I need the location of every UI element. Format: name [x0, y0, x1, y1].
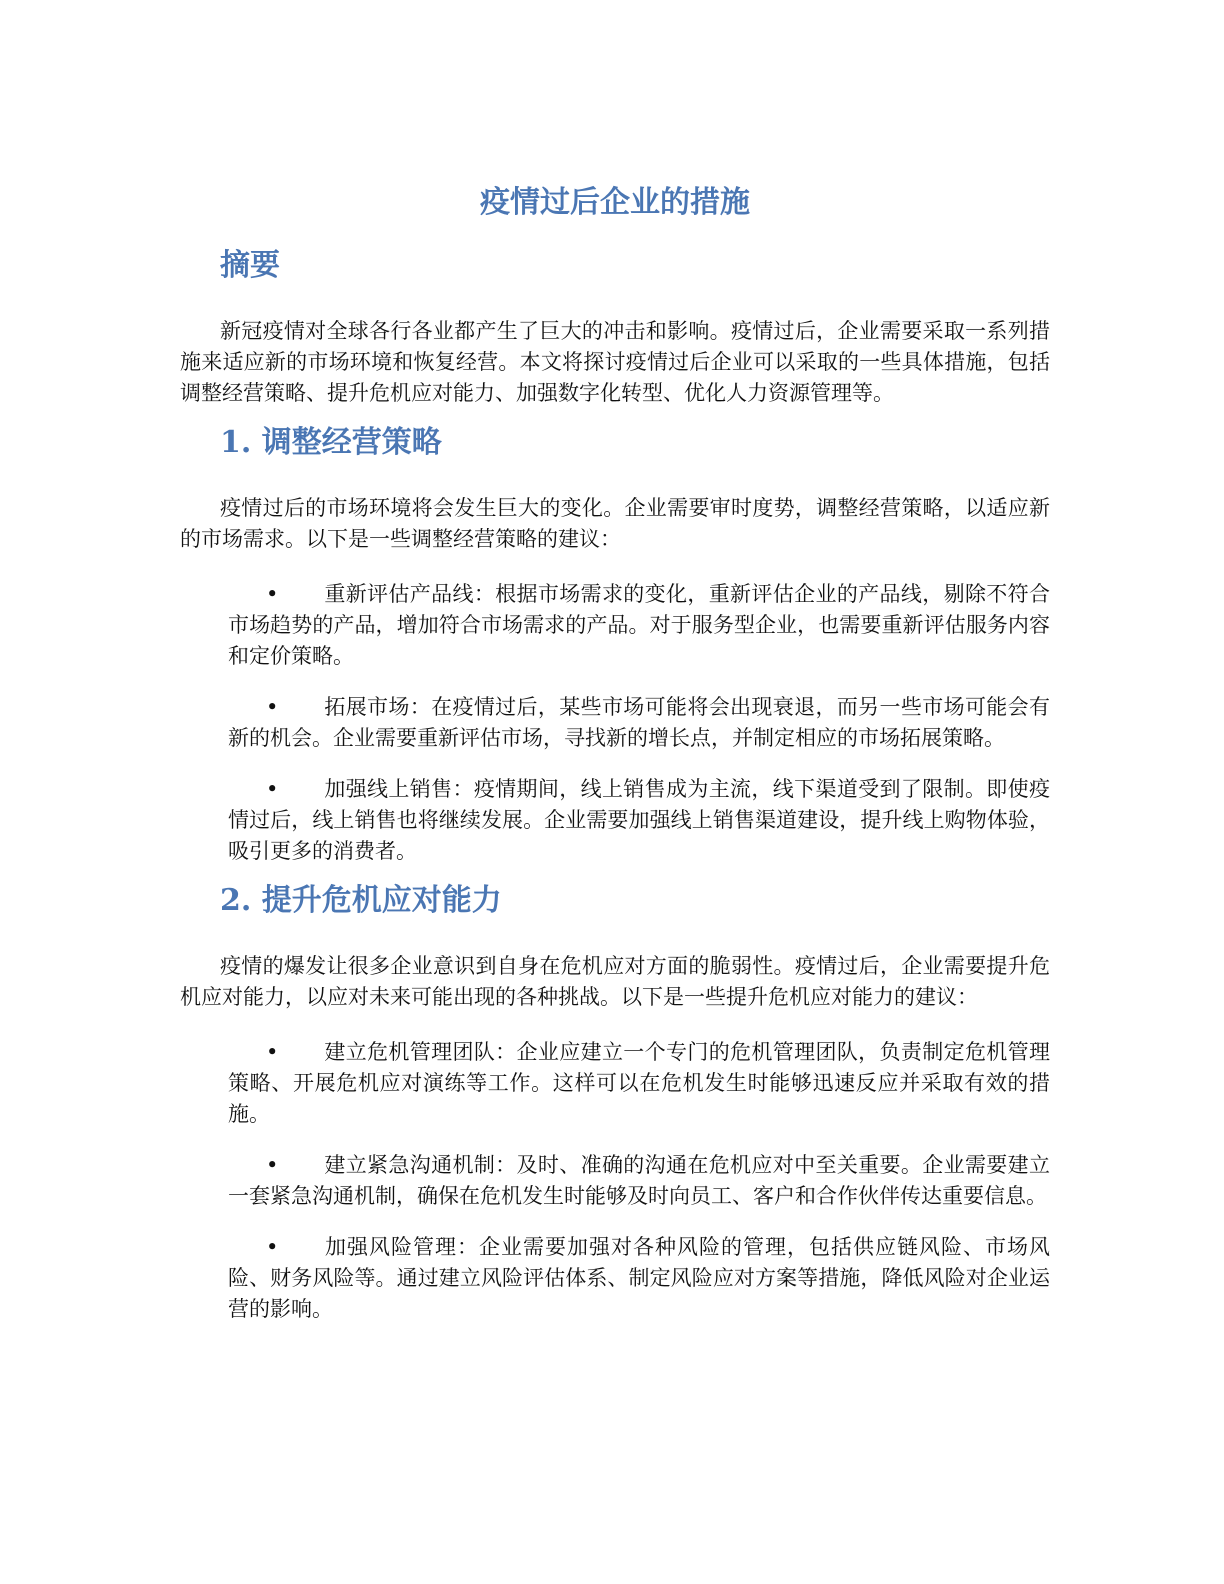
document-page: [180, 180, 1050, 1325]
abstract-paragraph: 新冠疫情对全球各行各业都产生了巨大的冲击和影响。疫情过后，企业需要采取一系列措施来适应新的市场环境和恢复经营。本文将探讨疫情过后企业可以采取的一些具体措施，包括调整经营策略、提升危机应对能力、加强数字化转型、优化人力资源管理等。: [180, 319, 1050, 405]
list-item: [180, 692, 1050, 754]
list-item: [180, 1232, 1050, 1325]
list-item: [180, 774, 1050, 867]
section-heading-2: 2. 提升危机应对能力: [220, 883, 502, 918]
bullet-icon: •: [266, 1153, 279, 1177]
section-1-bullet-list: [180, 579, 1050, 867]
list-item-text: 建立紧急沟通机制：及时、准确的沟通在危机应对中至关重要。企业需要建立一套紧急沟通机制，确保在危机发生时能够及时向员工、客户和合作伙伴传达重要信息。: [228, 1153, 1050, 1208]
section-1-intro: 疫情过后的市场环境将会发生巨大的变化。企业需要审时度势，调整经营策略，以适应新的市场需求。以下是一些调整经营策略的建议：: [180, 496, 1050, 551]
bullet-icon: •: [266, 695, 279, 719]
bullet-icon: •: [266, 1040, 279, 1064]
section-2-intro: 疫情的爆发让很多企业意识到自身在危机应对方面的脆弱性。疫情过后，企业需要提升危机应对能力，以应对未来可能出现的各种挑战。以下是一些提升危机应对能力的建议：: [180, 954, 1050, 1009]
list-item-text: 加强线上销售：疫情期间，线上销售成为主流，线下渠道受到了限制。即使疫情过后，线上销售也将继续发展。企业需要加强线上销售渠道建设，提升线上购物体验，吸引更多的消费者。: [228, 777, 1050, 863]
bullet-icon: •: [266, 1235, 279, 1259]
bullet-icon: •: [266, 777, 279, 801]
section-2-bullet-list: [180, 1037, 1050, 1325]
list-item-text: 拓展市场：在疫情过后，某些市场可能将会出现衰退，而另一些市场可能会有新的机会。企业需要重新评估市场，寻找新的增长点，并制定相应的市场拓展策略。: [228, 695, 1050, 750]
list-item: [180, 1150, 1050, 1212]
abstract-heading: 摘要: [220, 248, 280, 283]
document-title: 疫情过后企业的措施: [480, 185, 750, 220]
bullet-icon: •: [266, 582, 279, 606]
list-item-text: 建立危机管理团队：企业应建立一个专门的危机管理团队，负责制定危机管理策略、开展危机应对演练等工作。这样可以在危机发生时能够迅速反应并采取有效的措施。: [228, 1040, 1050, 1126]
list-item-text: 重新评估产品线：根据市场需求的变化，重新评估企业的产品线，剔除不符合市场趋势的产品，增加符合市场需求的产品。对于服务型企业，也需要重新评估服务内容和定价策略。: [228, 582, 1050, 668]
list-item: [180, 579, 1050, 672]
list-item: [180, 1037, 1050, 1130]
list-item-text: 加强风险管理：企业需要加强对各种风险的管理，包括供应链风险、市场风险、财务风险等。通过建立风险评估体系、制定风险应对方案等措施，降低风险对企业运营的影响。: [228, 1235, 1050, 1321]
section-heading-1: 1. 调整经营策略: [220, 425, 442, 460]
